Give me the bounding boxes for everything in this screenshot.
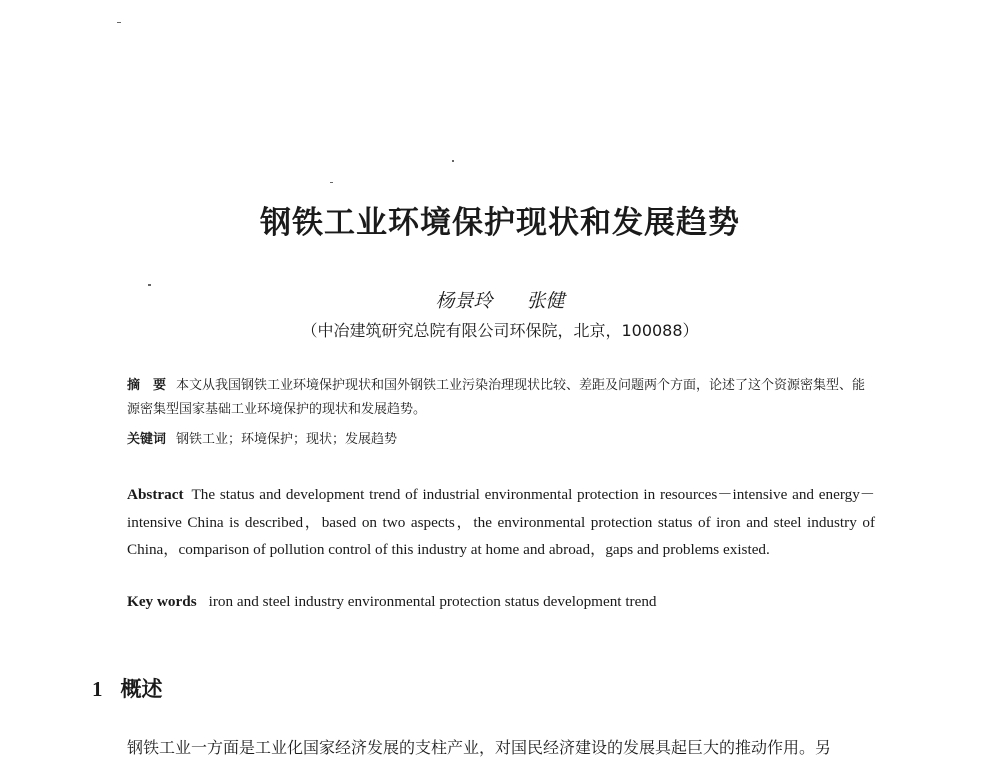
section-number: 1 bbox=[92, 677, 103, 701]
body-paragraph: 钢铁工业一方面是工业化国家经济发展的支柱产业，对国民经济建设的发展具起巨大的推动作用。另 bbox=[127, 738, 832, 757]
affiliation: （中冶建筑研究总院有限公司环保院，北京，100088） bbox=[301, 321, 699, 340]
scan-speck bbox=[117, 22, 121, 23]
section-title: 概述 bbox=[120, 677, 163, 701]
scan-speck bbox=[452, 160, 454, 162]
section-heading bbox=[92, 673, 163, 703]
english-keywords-label: Key words bbox=[127, 593, 197, 610]
chinese-keywords-text: 钢铁工业；环境保护；现状；发展趋势 bbox=[176, 432, 398, 447]
paper-title: 钢铁工业环境保护现状和发展趋势 bbox=[260, 205, 740, 241]
chinese-abstract-label: 摘 要 bbox=[127, 378, 167, 393]
authors bbox=[0, 286, 1000, 313]
chinese-abstract bbox=[127, 374, 875, 422]
english-abstract-label: Abstract bbox=[127, 486, 184, 503]
english-abstract bbox=[127, 481, 875, 564]
author-name: 张健 bbox=[526, 290, 565, 312]
chinese-keywords-label: 关键词 bbox=[127, 432, 167, 447]
chinese-keywords bbox=[127, 428, 397, 447]
scan-speck bbox=[330, 182, 333, 183]
author-name: 杨景玲 bbox=[435, 290, 493, 312]
english-abstract-text: The status and development trend of industrial environmental protection in resources－intensive and energy－intensive China is described，based on two aspects，the environmental protection status of iron and steel industry of China，comparison of pollution control of this industry at home and abroad，gaps and problems existed. bbox=[127, 486, 875, 558]
chinese-abstract-text: 本文从我国钢铁工业环境保护现状和国外钢铁工业污染治理现状比较、差距及问题两个方面，论述了这个资源密集型、能源密集型国家基础工业环境保护的现状和发展趋势。 bbox=[127, 378, 866, 417]
english-keywords-text: iron and steel industry environmental protection status development trend bbox=[208, 593, 657, 610]
english-keywords bbox=[127, 593, 657, 611]
